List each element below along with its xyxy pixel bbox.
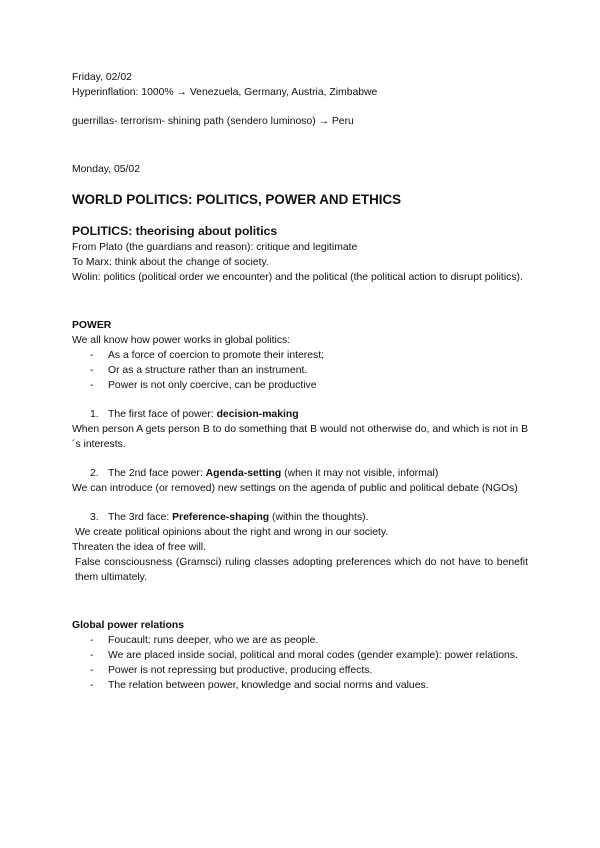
face-3 — [72, 510, 528, 525]
power-heading: POWER — [72, 320, 112, 331]
politics-line: From Plato (the guardians and reason): critique and legitimate — [72, 242, 358, 253]
list-item: - Power is not repressing but productive, producing effects. — [72, 663, 528, 678]
face-term: Agenda-setting — [205, 468, 282, 479]
document-page — [72, 70, 528, 693]
face-2 — [72, 466, 528, 481]
list-item: - As a force of coercion to promote their interest; — [72, 348, 528, 363]
list-item: - Foucault: runs deeper, who we are as people. — [72, 633, 528, 648]
list-item: - The relation between power, knowledge and social norms and values. — [72, 678, 528, 693]
global-bullet-list — [72, 633, 528, 693]
friday-date: Friday, 02/02 — [72, 72, 132, 83]
politics-heading: POLITICS: theorising about politics — [72, 224, 278, 238]
power-bullet-list — [72, 348, 528, 393]
global-heading: Global power relations — [72, 620, 185, 631]
list-item: - Power is not only coercive, can be productive — [72, 378, 528, 393]
face-suffix: (when it may not visible, informal) — [281, 468, 439, 479]
face-number: 2. — [90, 468, 99, 479]
face-term: Preference-shaping — [172, 512, 270, 523]
face-number: 3. — [90, 512, 99, 523]
face-description: False consciousness (Gramsci) ruling classes adopting preferences which do not have to benefit them ultimately. — [75, 557, 528, 583]
face-description: We can introduce (or removed) new settings on the agenda of public and political debate (NGOs) — [72, 483, 518, 494]
face-description: We create political opinions about the right and wrong in our society. — [75, 527, 389, 538]
hyperinflation-note: Hyperinflation: 1000% → Venezuela, Germany, Austria, Zimbabwe — [72, 87, 378, 98]
face-term: decision-making — [216, 409, 299, 420]
face-1 — [72, 407, 528, 422]
face-number: 1. — [90, 409, 99, 420]
document-title: WORLD POLITICS: POLITICS, POWER AND ETHICS — [72, 192, 402, 207]
face-description: Threaten the idea of free will. — [72, 542, 206, 553]
face-prefix: The first face of power: — [108, 409, 217, 420]
face-suffix: (within the thoughts). — [269, 512, 369, 523]
monday-date: Monday, 05/02 — [72, 164, 140, 175]
guerrillas-note: guerrillas- terrorism- shining path (sendero luminoso) → Peru — [72, 116, 354, 127]
politics-line: Wolin: politics (political order we encounter) and the political (the political action to disrupt politics). — [72, 272, 523, 283]
face-description: When person A gets person B to do something that B would not otherwise do, and which is not in B´s interests. — [72, 424, 528, 450]
face-prefix: The 2nd face power: — [108, 468, 206, 479]
list-item: - Or as a structure rather than an instrument. — [72, 363, 528, 378]
politics-line: To Marx: think about the change of society. — [72, 257, 269, 268]
face-prefix: The 3rd face: — [108, 512, 173, 523]
list-item: - We are placed inside social, political and moral codes (gender example): power relations. — [72, 648, 528, 663]
power-intro: We all know how power works in global politics: — [72, 335, 291, 346]
